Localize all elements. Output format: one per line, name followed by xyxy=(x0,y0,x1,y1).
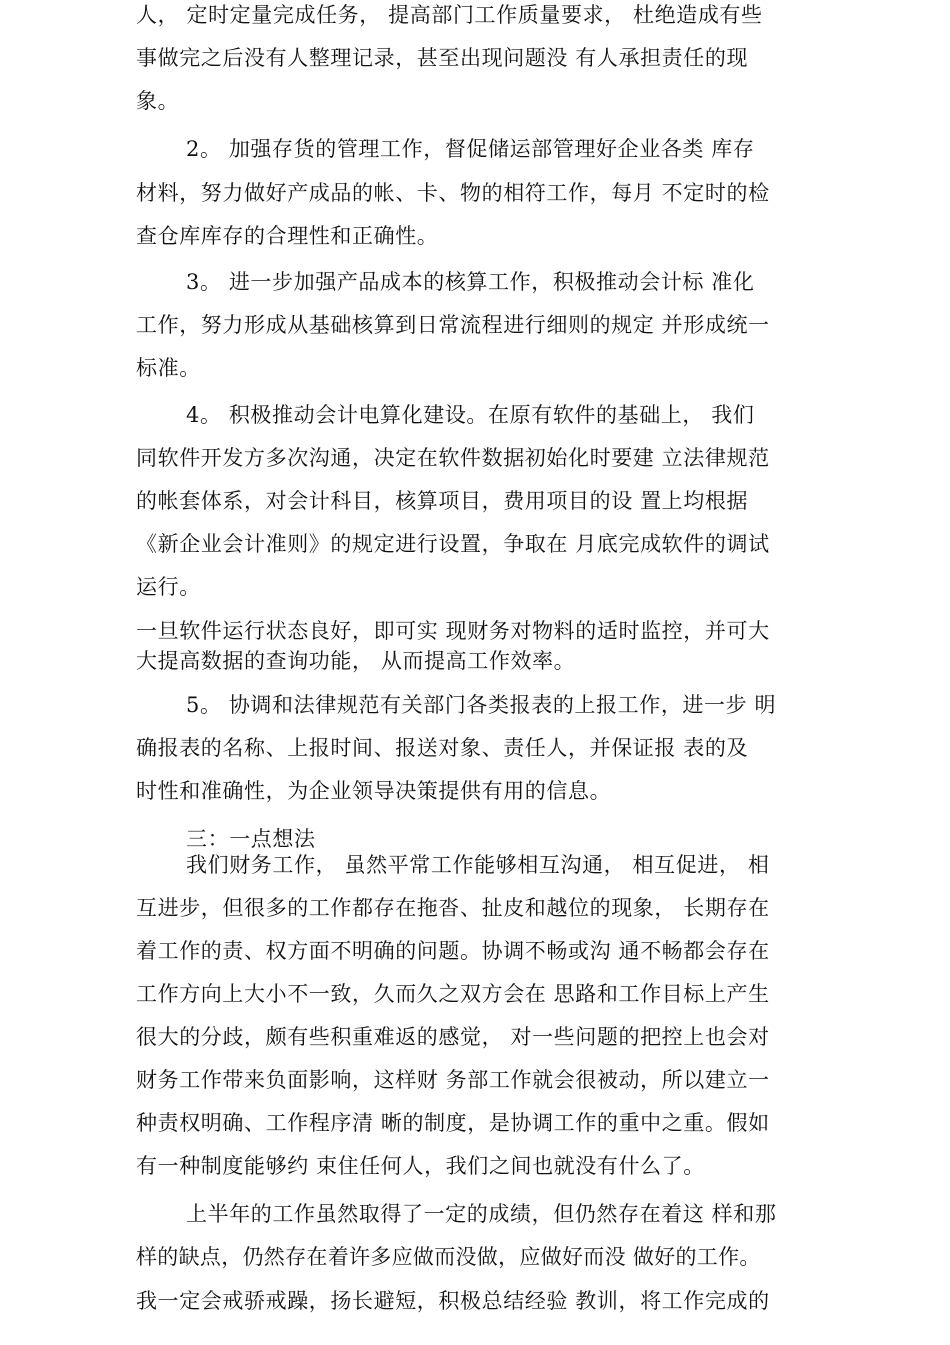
text-line: 大提高数据的查询功能， 从而提高工作效率。 xyxy=(136,649,576,673)
text-line: 的帐套体系，对会计科目，核算项目，费用项目的设 置上均根据 xyxy=(136,489,749,513)
text-line: 《新企业会计准则》的规定进行设置，争取在 月底完成软件的调试 xyxy=(136,532,770,556)
text-line: 象。 xyxy=(136,89,180,113)
text-line: 着工作的责、权方面不明确的问题。协调不畅或沟 通不畅都会存在 xyxy=(136,939,770,963)
text-line: 查仓库库存的合理性和正确性。 xyxy=(136,224,439,248)
text-line: 样的缺点，仍然存在着许多应做而没做，应做好而没 做好的工作。 xyxy=(136,1245,761,1269)
text-line: 事做完之后没有人整理记录，甚至出现问题没 有人承担责任的现 xyxy=(136,46,749,70)
text-line: 我们财务工作， 虽然平常工作能够相互沟通， 相互促进， 相 xyxy=(186,853,770,877)
text-line: 标准。 xyxy=(136,356,201,380)
text-line: 财务工作带来负面影响，这样财 务部工作就会很被动，所以建立一 xyxy=(136,1068,770,1092)
text-line: 种责权明确、工作程序清 晰的制度，是协调工作的重中之重。假如 xyxy=(136,1111,770,1135)
text-line: 工作，努力形成从基础核算到日常流程进行细则的规定 并形成统一 xyxy=(136,313,770,337)
text-line: 确报表的名称、上报时间、报送对象、责任人，并保证报 表的及 xyxy=(136,736,749,760)
text-line: 同软件开发方多次沟通，决定在软件数据初始化时要建 立法律规范 xyxy=(136,446,770,470)
text-line: 3。 进一步加强产品成本的核算工作，积极推动会计标 准化 xyxy=(186,270,755,294)
text-line: 人， 定时定量完成任务， 提高部门工作质量要求， 杜绝造成有些 xyxy=(136,3,763,27)
text-line: 我一定会戒骄戒躁，扬长避短，积极总结经验 教训，将工作完成的 xyxy=(136,1289,770,1313)
text-line: 4。 积极推动会计电算化建设。在原有软件的基础上， 我们 xyxy=(186,403,755,427)
text-line: 互进步，但很多的工作都存在拖沓、扯皮和越位的现象， 长期存在 xyxy=(136,896,770,920)
text-line: 工作方向上大小不一致，久而久之双方会在 思路和工作目标上产生 xyxy=(136,982,770,1006)
section-heading: 三：一点想法 xyxy=(186,827,316,851)
text-line: 有一种制度能够约 束住任何人，我们之间也就没有什么了。 xyxy=(136,1154,705,1178)
text-line: 材料，努力做好产成品的帐、卡、物的相符工作，每月 不定时的检 xyxy=(136,181,770,205)
text-line: 时性和准确性，为企业领导决策提供有用的信息。 xyxy=(136,779,612,803)
text-line: 运行。 xyxy=(136,575,201,599)
text-line: 2。 加强存货的管理工作，督促储运部管理好企业各类 库存 xyxy=(186,137,755,161)
text-line: 5。 协调和法律规范有关部门各类报表的上报工作，进一步 明 xyxy=(186,693,777,717)
text-line: 很大的分歧，颇有些积重难返的感觉， 对一些问题的把控上也会对 xyxy=(136,1025,770,1049)
text-line: 一旦软件运行状态良好，即可实 现财务对物料的适时监控，并可大 xyxy=(136,619,770,643)
text-line: 上半年的工作虽然取得了一定的成绩，但仍然存在着这 样和那 xyxy=(186,1202,777,1226)
